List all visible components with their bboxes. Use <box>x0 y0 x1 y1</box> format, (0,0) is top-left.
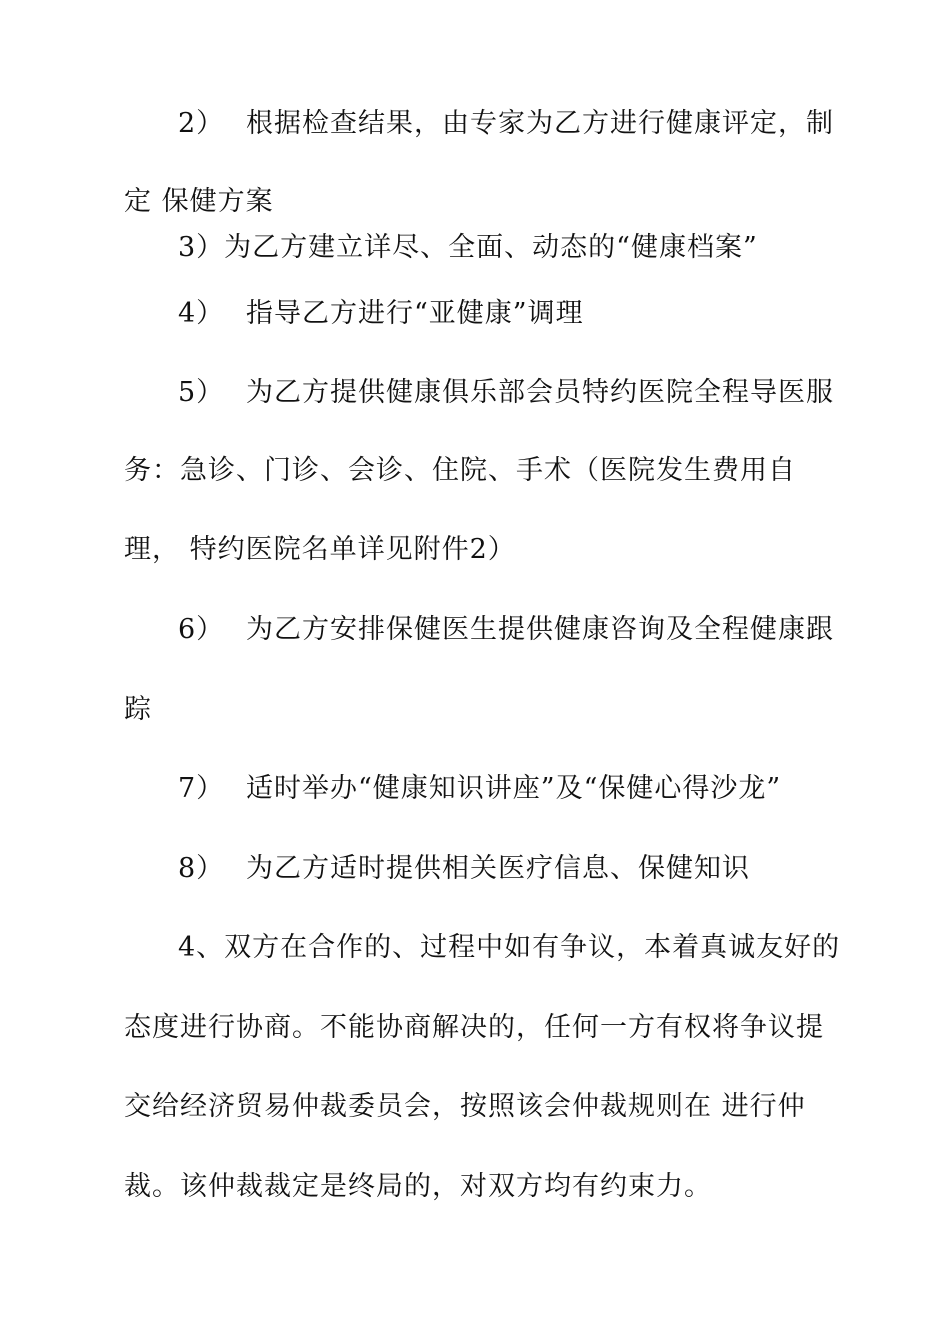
paragraph-continuation: 踪 <box>124 694 152 725</box>
paragraph-continuation: 理， 特约医院名单详见附件2） <box>124 534 516 565</box>
paragraph-continuation: 交给经济贸易仲裁委员会，按照该会仲裁规则在 进行仲 <box>124 1091 806 1122</box>
list-text: 指导乙方进行“亚健康”调理 <box>246 298 584 329</box>
list-text: 根据检查结果，由专家为乙方进行健康评定，制 <box>246 108 834 139</box>
list-text: 为乙方适时提供相关医疗信息、保健知识 <box>246 853 750 884</box>
clause-4-first-line: 4、双方在合作的、过程中如有争议，本着真诚友好的 <box>178 932 841 963</box>
list-text: 为乙方安排保健医生提供健康咨询及全程健康跟 <box>246 614 834 645</box>
paragraph-continuation: 裁。该仲裁裁定是终局的，对双方均有约束力。 <box>124 1171 712 1202</box>
list-item-5 <box>178 375 878 411</box>
list-number: 4） <box>178 298 225 329</box>
list-item-4 <box>178 296 878 332</box>
list-item-8 <box>178 851 878 887</box>
list-item-2 <box>178 106 878 142</box>
paragraph-continuation: 定 保健方案 <box>124 186 274 217</box>
list-number: 2） <box>178 108 225 139</box>
list-number: 8） <box>178 853 225 884</box>
list-item-3: 3）为乙方建立详尽、全面、动态的“健康档案” <box>178 232 758 263</box>
list-number: 7） <box>178 773 225 804</box>
list-text: 为乙方提供健康俱乐部会员特约医院全程导医服 <box>246 377 834 408</box>
list-text: 适时举办“健康知识讲座”及“保健心得沙龙” <box>246 773 782 804</box>
paragraph-continuation: 态度进行协商。不能协商解决的，任何一方有权将争议提 <box>124 1012 824 1043</box>
list-number: 6） <box>178 614 225 645</box>
paragraph-continuation: 务：急诊、门诊、会诊、住院、手术（医院发生费用自 <box>124 455 796 486</box>
list-item-7 <box>178 771 878 807</box>
list-item-6 <box>178 612 878 648</box>
list-number: 5） <box>178 377 225 408</box>
